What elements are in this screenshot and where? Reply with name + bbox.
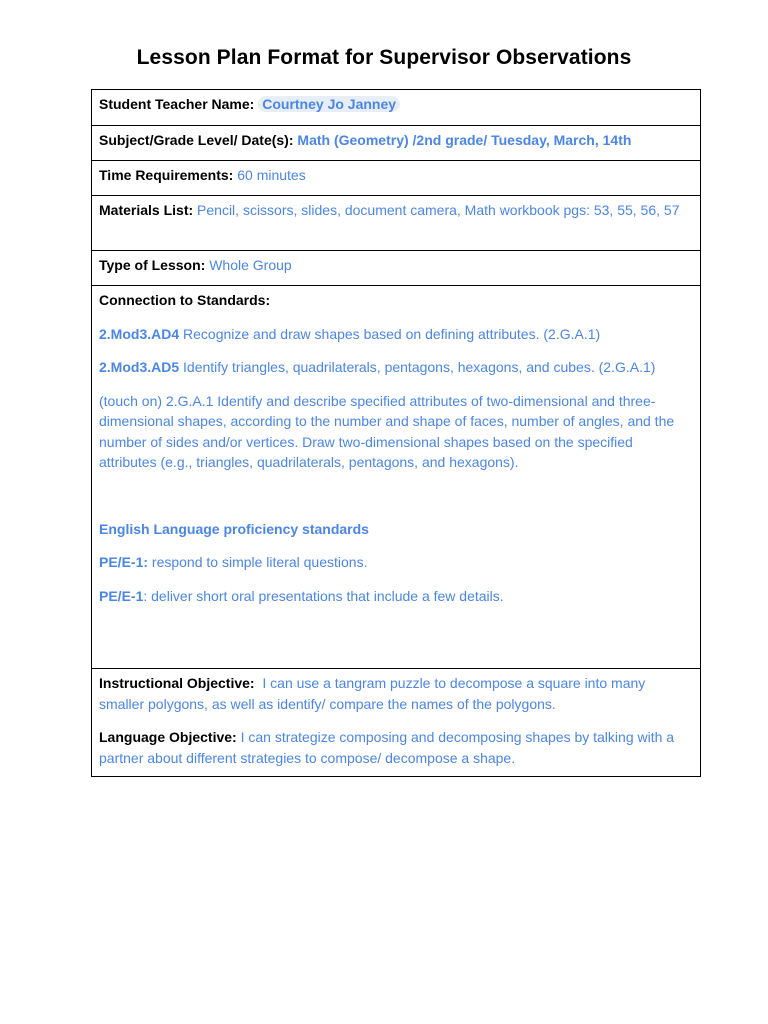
subject-label: Subject/Grade Level/ Date(s):: [99, 132, 294, 148]
elp-item: [99, 586, 693, 607]
lesson-plan-table: [91, 89, 701, 777]
materials-value: Pencil, scissors, slides, document camera, Math workbook pgs: 53, 55, 56, 57: [197, 202, 680, 218]
elp-item: [99, 552, 693, 573]
time-label: Time Requirements:: [99, 167, 234, 183]
student-teacher-value: Courtney Jo Janney: [258, 96, 400, 112]
subject-value: Math (Geometry) /2nd grade/ Tuesday, March, 14th: [297, 132, 632, 148]
time-value: 60 minutes: [237, 167, 306, 183]
standard-text: Identify triangles, quadrilaterals, pentagons, hexagons, and cubes. (2.G.A.1): [179, 359, 656, 375]
document-title: Lesson Plan Format for Supervisor Observations: [136, 46, 632, 69]
standard-code: 2.Mod3.AD5: [99, 359, 180, 375]
standard-code: 2.Mod3.AD4: [99, 325, 180, 342]
language-objective-label: Language Objective:: [99, 729, 237, 745]
lesson-type-row: [92, 250, 700, 285]
language-objective-value: I can strategize composing and decomposing shapes by talking with a partner about different strategies to compose/ decompose a shape.: [99, 729, 675, 766]
instructional-objective-label: Instructional Objective:: [99, 675, 255, 691]
standards-heading: [99, 290, 693, 311]
elp-text: : deliver short oral presentations that include a few details.: [143, 587, 504, 604]
standard-text: Recognize and draw shapes based on defining attributes. (2.G.A.1): [179, 325, 601, 342]
standards-label: Connection to Standards:: [99, 292, 271, 308]
subject-row: [92, 125, 700, 160]
student-teacher-row: [92, 90, 700, 125]
elp-code: PE/E-1:: [99, 554, 149, 570]
elp-text: respond to simple literal questions.: [148, 554, 368, 570]
elp-code: PE/E-1: [99, 587, 144, 604]
objectives-row: [92, 668, 700, 776]
student-teacher-label: Student Teacher Name:: [99, 96, 255, 112]
elp-heading: English Language proficiency standards: [99, 520, 369, 537]
standard-item: [99, 324, 693, 345]
standards-row: [92, 285, 700, 668]
language-objective: [99, 727, 693, 768]
lesson-type-value: Whole Group: [209, 257, 292, 273]
materials-row: [92, 195, 700, 250]
touch-on-standard: (touch on) 2.G.A.1 Identify and describe specified attributes of two-dimensional and three-dimensional shapes, according to the number and shape of faces, number of angles, and the number of sides and/or vertices. Draw two-dimensional shapes based on the specified attributes (e.g., triangles, quadrilaterals, pentagons, and hexagons).: [99, 392, 675, 470]
instructional-objective: [99, 673, 693, 714]
instructional-objective-value: I can use a tangram puzzle to decompose a square into many smaller polygons, as well as identify/ compare the names of the polygons.: [99, 675, 650, 712]
standard-item: [99, 357, 693, 378]
lesson-type-label: Type of Lesson:: [99, 257, 206, 273]
materials-label: Materials List:: [99, 202, 194, 218]
time-row: [92, 160, 700, 195]
